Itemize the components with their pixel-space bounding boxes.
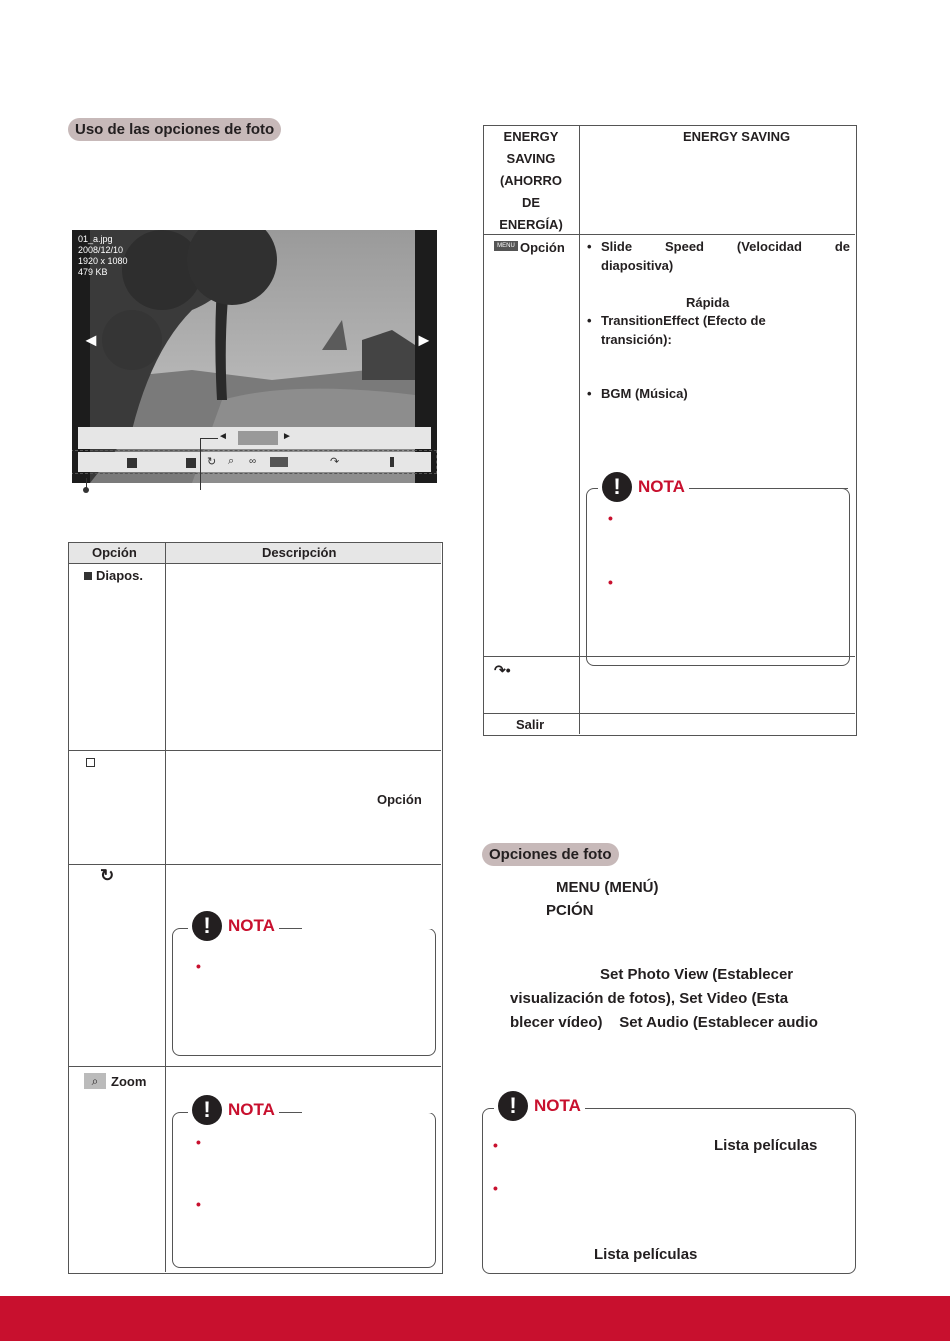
nota-header-rotate: ! NOTA <box>188 911 279 941</box>
slideshow-icon[interactable] <box>127 458 137 468</box>
energy-saving-desc: ENERGY SAVING <box>683 129 791 144</box>
exclamation-icon: ! <box>192 911 222 941</box>
exit-icon[interactable] <box>390 457 394 467</box>
hide-icon[interactable]: ↷ <box>330 456 340 468</box>
option-instruction: PCIÓN <box>546 902 594 919</box>
section-title-photo-options-usage: Uso de las opciones de foto <box>68 118 281 141</box>
menu-instruction: MENU (MENÚ) <box>556 879 659 896</box>
nota-header-option: ! NOTA <box>598 472 689 502</box>
row-label-exit: Salir <box>516 717 545 732</box>
spinner-right-icon[interactable]: ► <box>282 431 292 442</box>
bullet-marker: • <box>196 1196 201 1212</box>
bgm-music: BGM (Música) <box>601 386 688 401</box>
callout-dot-control-bar <box>83 487 89 493</box>
table-header-option: Opción <box>92 545 137 560</box>
callout-line-spinner-h <box>200 438 218 439</box>
photo-metadata <box>78 234 128 278</box>
row-bgm-opcion-ref: Opción <box>377 792 422 807</box>
photo-viewer-screenshot <box>72 230 437 483</box>
callout-line-spinner <box>200 438 201 490</box>
footer-bar <box>0 1296 950 1341</box>
rotate-icon[interactable]: ↻ <box>207 456 217 468</box>
bullet-marker: • <box>196 958 201 974</box>
nota-header-zoom: ! NOTA <box>188 1095 279 1125</box>
spinner-left-icon[interactable]: ◄ <box>218 431 228 442</box>
photo-filename: 01_a.jpg <box>78 234 113 244</box>
lista-peliculas-ref-2: Lista películas <box>594 1246 698 1263</box>
bullet-marker: • <box>196 1134 201 1150</box>
lista-peliculas-ref-1: Lista películas <box>714 1137 818 1154</box>
photo-size: 479 KB <box>78 267 108 277</box>
bullet-marker: • <box>493 1180 498 1196</box>
exclamation-icon: ! <box>602 472 632 502</box>
menu-badge-icon: MENU <box>494 241 518 251</box>
bullet-marker: • <box>608 510 613 526</box>
photo-resolution: 1920 x 1080 <box>78 256 128 266</box>
set-photo-view-line3: blecer vídeo) Set Audio (Establecer audio <box>510 1014 818 1031</box>
row-label-slideshow: Diapos. <box>96 568 143 583</box>
zoom-icon: ⌕ <box>84 1073 106 1089</box>
nota-box-rotate <box>172 928 436 1056</box>
prev-photo-arrow-icon[interactable]: ◄ <box>82 330 100 350</box>
nota-box-option <box>586 488 850 666</box>
nota-box-zoom <box>172 1112 436 1268</box>
section-title-photo-options: Opciones de foto <box>482 843 619 866</box>
exclamation-icon: ! <box>498 1091 528 1121</box>
slide-speed-line1: Slide Speed (Velocidad de <box>601 239 850 254</box>
zoom-icon[interactable]: ⌕ <box>228 455 235 467</box>
bgm-icon[interactable] <box>186 458 196 468</box>
row-label-energy-saving: ENERGY SAVING (AHORRO DE ENERGÍA) <box>499 129 563 232</box>
exclamation-icon: ! <box>192 1095 222 1125</box>
bgm-icon <box>86 758 95 767</box>
table-header-description: Descripción <box>262 545 337 560</box>
slide-speed-rapida: Rápida <box>686 295 730 310</box>
transition-effect-line1: TransitionEffect (Efecto de <box>601 313 766 328</box>
set-photo-view-line2: visualización de fotos), Set Video (Esta <box>510 990 789 1007</box>
energy-saving-icon[interactable]: ∞ <box>249 456 257 467</box>
spinner-value <box>238 431 278 445</box>
transition-effect-line2: transición): <box>601 332 672 347</box>
slideshow-icon <box>84 572 92 580</box>
slide-speed-line2: diapositiva) <box>601 258 674 273</box>
rotate-icon: ↻ <box>100 866 115 885</box>
row-label-option: Opción <box>520 240 565 255</box>
bullet-marker: • <box>493 1137 498 1153</box>
row-label-zoom: Zoom <box>111 1074 147 1089</box>
menu-option-icon[interactable] <box>270 457 288 467</box>
nota-header-bottom: ! NOTA <box>494 1091 585 1121</box>
next-photo-arrow-icon[interactable]: ► <box>415 330 433 350</box>
bullet-marker: • <box>608 574 613 590</box>
photo-date: 2008/12/10 <box>78 245 124 255</box>
hide-icon: ↷• <box>494 662 511 678</box>
set-photo-view-line1: Set Photo View (Establecer <box>600 966 794 983</box>
